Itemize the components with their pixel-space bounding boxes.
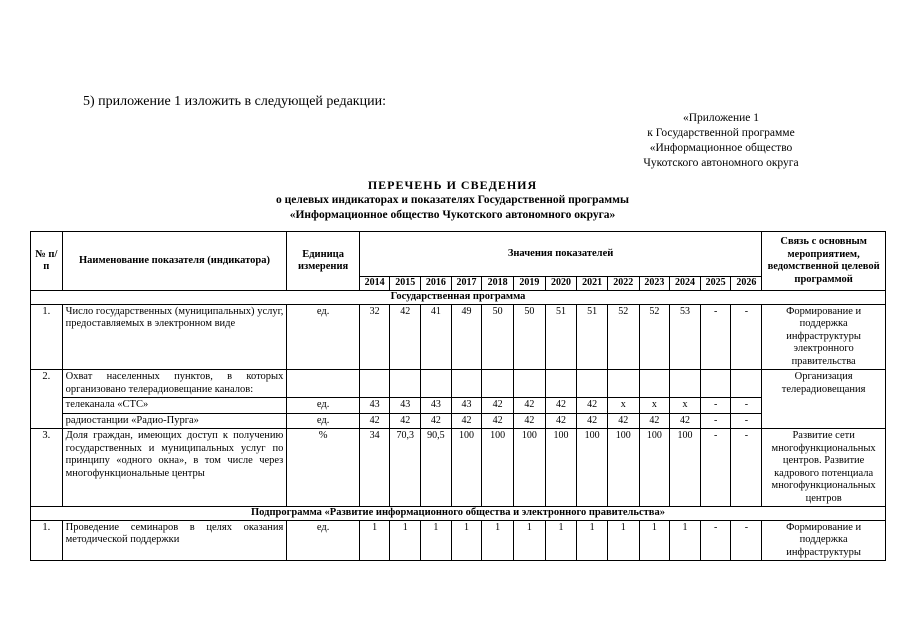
year-header: 2025 <box>700 277 731 291</box>
value-cell: 34 <box>359 429 390 507</box>
value-cell <box>421 370 452 398</box>
value-cell: 1 <box>359 520 390 561</box>
row-unit: % <box>287 429 360 507</box>
value-cell: 1 <box>639 520 670 561</box>
row-unit: ед. <box>287 398 360 414</box>
value-cell: х <box>639 398 670 414</box>
value-cell: 100 <box>451 429 482 507</box>
year-header: 2015 <box>390 277 421 291</box>
value-cell: 42 <box>390 304 421 370</box>
value-cell: 42 <box>451 413 482 429</box>
value-cell: 43 <box>359 398 390 414</box>
table-row <box>31 429 886 507</box>
value-cell <box>670 370 701 398</box>
appendix-line: «Приложение 1 <box>682 112 760 124</box>
value-cell: - <box>700 413 731 429</box>
value-cell <box>731 370 762 398</box>
value-cell <box>545 370 577 398</box>
value-cell: - <box>700 398 731 414</box>
table-row <box>31 370 886 398</box>
value-cell: 90,5 <box>421 429 452 507</box>
value-cell: 50 <box>482 304 514 370</box>
value-cell: 49 <box>451 304 482 370</box>
row-name: радиостанции «Радио-Пурга» <box>62 413 287 429</box>
value-cell: 32 <box>359 304 390 370</box>
row-link: Развитие сети многофункциональных центров. Развитие кадрового потенциала многофункциональных центров <box>762 429 886 507</box>
row-name: телеканала «СТС» <box>62 398 287 414</box>
value-cell: 42 <box>545 398 577 414</box>
value-cell: 100 <box>607 429 639 507</box>
row-link: Формирование и поддержка инфраструктуры <box>762 520 886 561</box>
row-name: Охват населенных пунктов, в которых организовано телерадиовещание каналов: <box>62 370 287 398</box>
row-name: Проведение семинаров в целях оказания методической поддержки <box>62 520 287 561</box>
value-cell: 42 <box>607 413 639 429</box>
value-cell <box>359 370 390 398</box>
value-cell: х <box>607 398 639 414</box>
value-cell: 53 <box>670 304 701 370</box>
value-cell: - <box>731 304 762 370</box>
appendix-line: «Информационное общество <box>649 142 793 154</box>
year-header: 2018 <box>482 277 514 291</box>
value-cell <box>607 370 639 398</box>
value-cell: 42 <box>577 413 608 429</box>
table-row <box>31 398 886 414</box>
empty-cell <box>287 370 360 398</box>
header-num: № п/п <box>31 232 63 291</box>
value-cell: 100 <box>639 429 670 507</box>
year-header: 2023 <box>639 277 670 291</box>
value-cell: - <box>731 520 762 561</box>
header-link: Связь с основным мероприятием, ведомственной целевой программой <box>762 232 886 291</box>
value-cell: 50 <box>514 304 546 370</box>
intro-text: 5) приложение 1 изложить в следующей редакции: <box>83 94 386 109</box>
indicators-table <box>30 231 886 561</box>
table-row <box>31 413 886 429</box>
header-unit: Единица измерения <box>287 232 360 291</box>
value-cell: 1 <box>670 520 701 561</box>
value-cell: - <box>700 520 731 561</box>
year-header: 2014 <box>359 277 390 291</box>
year-header: 2021 <box>577 277 608 291</box>
value-cell: 52 <box>607 304 639 370</box>
value-cell: 42 <box>421 413 452 429</box>
document-title: ПЕРЕЧЕНЬ И СВЕДЕНИЯ <box>367 178 538 192</box>
value-cell <box>390 370 421 398</box>
value-cell <box>700 370 731 398</box>
value-cell: 42 <box>670 413 701 429</box>
value-cell: 42 <box>577 398 608 414</box>
row-link: Организация телерадиовещания <box>762 370 886 429</box>
value-cell: 1 <box>421 520 452 561</box>
value-cell: - <box>700 304 731 370</box>
value-cell <box>514 370 546 398</box>
value-cell: 43 <box>390 398 421 414</box>
appendix-line: к Государственной программе <box>647 127 795 139</box>
row-num: 3. <box>31 429 63 507</box>
value-cell: 42 <box>390 413 421 429</box>
year-header: 2022 <box>607 277 639 291</box>
value-cell: 1 <box>390 520 421 561</box>
section-title: Государственная программа <box>31 291 886 305</box>
table-row <box>31 520 886 561</box>
section-title: Подпрограмма «Развитие информационного общества и электронного правительства» <box>31 507 886 521</box>
value-cell: х <box>670 398 701 414</box>
year-header: 2020 <box>545 277 577 291</box>
value-cell: 42 <box>514 413 546 429</box>
document-subtitle: о целевых индикаторах и показателях Государственной программы <box>276 194 629 206</box>
year-header: 2017 <box>451 277 482 291</box>
value-cell: 43 <box>421 398 452 414</box>
section-row <box>31 291 886 305</box>
value-cell: - <box>731 398 762 414</box>
value-cell: 42 <box>482 398 514 414</box>
row-unit: ед. <box>287 520 360 561</box>
row-unit: ед. <box>287 413 360 429</box>
value-cell: 100 <box>670 429 701 507</box>
value-cell: 100 <box>577 429 608 507</box>
value-cell: - <box>700 429 731 507</box>
value-cell <box>639 370 670 398</box>
value-cell: 42 <box>482 413 514 429</box>
value-cell: 42 <box>545 413 577 429</box>
value-cell: 1 <box>451 520 482 561</box>
row-name: Доля граждан, имеющих доступ к получению государственных и муниципальных услуг по принципу «одного окна», в том числе через многофункциональные центры <box>62 429 287 507</box>
value-cell <box>451 370 482 398</box>
row-num: 1. <box>31 520 63 561</box>
section-row <box>31 507 886 521</box>
value-cell <box>482 370 514 398</box>
row-unit: ед. <box>287 304 360 370</box>
year-header: 2024 <box>670 277 701 291</box>
document-subtitle-program: «Информационное общество Чукотского автономного округа» <box>289 209 616 221</box>
value-cell: 43 <box>451 398 482 414</box>
value-cell: 51 <box>545 304 577 370</box>
value-cell: 1 <box>577 520 608 561</box>
row-num: 1. <box>31 304 63 370</box>
value-cell: 1 <box>514 520 546 561</box>
header-name: Наименование показателя (индикатора) <box>62 232 287 291</box>
value-cell: 52 <box>639 304 670 370</box>
value-cell: 42 <box>359 413 390 429</box>
value-cell: 1 <box>607 520 639 561</box>
value-cell: 41 <box>421 304 452 370</box>
value-cell: 70,3 <box>390 429 421 507</box>
value-cell: 1 <box>482 520 514 561</box>
value-cell: 100 <box>482 429 514 507</box>
value-cell: 1 <box>545 520 577 561</box>
value-cell: 51 <box>577 304 608 370</box>
header-row <box>31 232 886 277</box>
value-cell: 42 <box>639 413 670 429</box>
value-cell <box>577 370 608 398</box>
header-values: Значения показателей <box>359 232 761 277</box>
value-cell: - <box>731 429 762 507</box>
year-header: 2019 <box>514 277 546 291</box>
appendix-line: Чукотского автономного округа <box>643 157 799 169</box>
row-link: Формирование и поддержка инфраструктуры электронного правительства <box>762 304 886 370</box>
value-cell: 100 <box>545 429 577 507</box>
row-name: Число государственных (муниципальных) услуг, предоставляемых в электронном виде <box>62 304 287 370</box>
value-cell: 42 <box>514 398 546 414</box>
value-cell: 100 <box>514 429 546 507</box>
year-header: 2016 <box>421 277 452 291</box>
table-row <box>31 304 886 370</box>
row-num: 2. <box>31 370 63 429</box>
year-header: 2026 <box>731 277 762 291</box>
value-cell: - <box>731 413 762 429</box>
